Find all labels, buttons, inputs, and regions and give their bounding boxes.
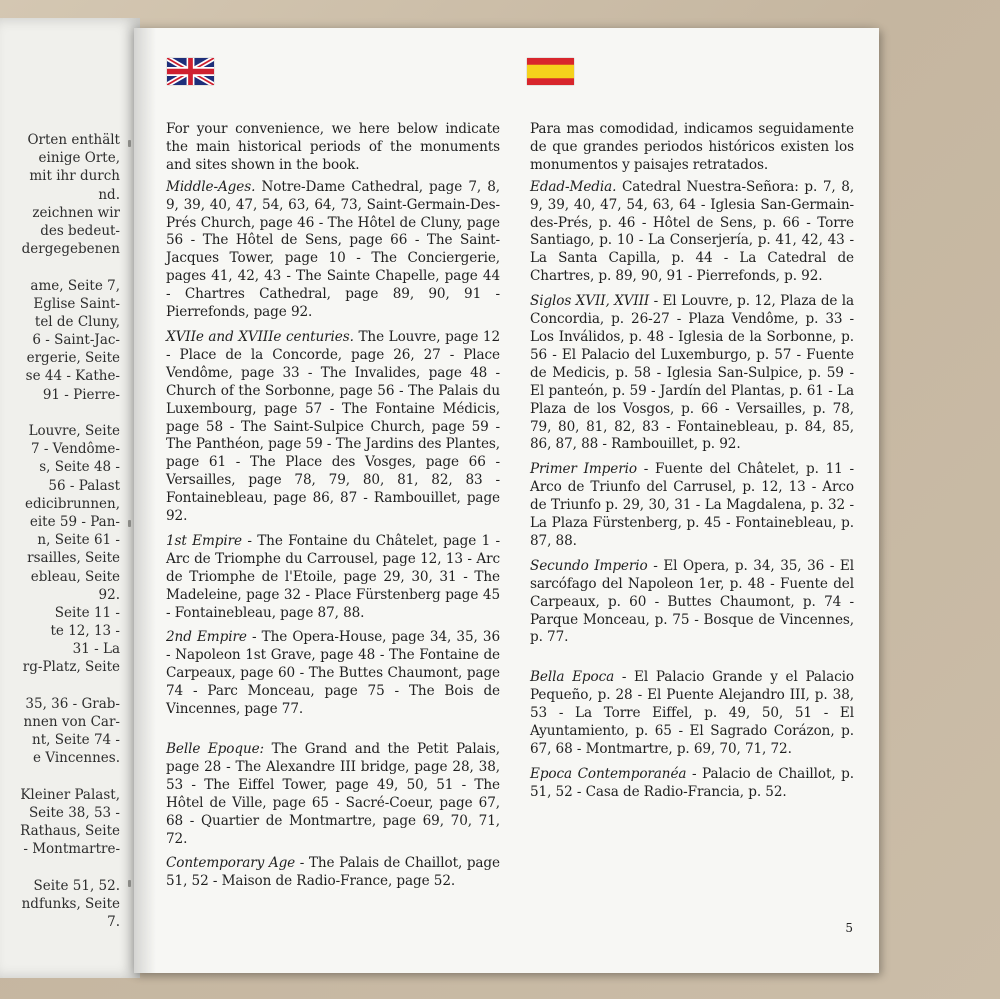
period-text: - The Opera-House, page 34, 35, 36 - Napoleon 1st Grave, page 48 - The Fontaine de Carpeaux, page 60 - The Buttes Chaumont, page 74 - Parc Monceau, page 75 - The Bois de Vincennes, page 77. xyxy=(166,629,500,718)
left-page-line: 91 - Pierre- xyxy=(42,386,120,403)
english-period-entry xyxy=(166,741,500,848)
left-page-line: zeichnen wir xyxy=(32,204,120,221)
left-page-line: ebleau, Seite xyxy=(30,568,120,585)
spanish-period-entry xyxy=(530,179,854,286)
period-heading: Secundo Imperio xyxy=(530,557,648,574)
left-page-line: Seite 38, 53 - xyxy=(28,804,120,821)
period-heading: Primer Imperio xyxy=(530,461,637,478)
left-page-line xyxy=(0,677,120,695)
binding-staple xyxy=(128,880,131,887)
english-period-entry xyxy=(166,855,500,891)
left-page-line: mit ihr durch xyxy=(29,168,120,185)
spain-flag-icon xyxy=(527,58,574,85)
left-page-line: Rathaus, Seite xyxy=(20,823,120,840)
left-page-line: e Vincennes. xyxy=(33,750,120,767)
period-heading: Belle Epoque: xyxy=(166,741,265,757)
left-page-line: nd. xyxy=(98,186,120,203)
period-heading: 2nd Empire xyxy=(166,629,247,646)
left-page-line: rsailles, Seite xyxy=(27,550,120,567)
period-heading: Siglos XVII, XVIII xyxy=(530,293,650,310)
period-heading: 1st Empire xyxy=(166,532,242,549)
left-page-line: rg-Platz, Seite xyxy=(22,659,120,676)
left-page-line: s, Seite 48 - xyxy=(39,459,120,476)
left-page-line: Seite 51, 52. xyxy=(33,877,120,894)
left-page-line: nt, Seite 74 - xyxy=(32,732,120,749)
period-text: - The Fontaine du Châtelet, page 1 - Arc de Triomphe du Carrousel, page 12, 13 - Arc de Triomphe de l'Etoile, page 29, 30, 31 - The Madeleine, page 32 - Place Fürstenberg page 45 - Fontainebleau, page 87, 88. xyxy=(166,532,500,621)
left-page-line: des bedeut- xyxy=(40,222,120,239)
left-page-line: Seite 11 - xyxy=(54,604,120,621)
left-page-line: ergerie, Seite xyxy=(26,350,120,367)
period-heading: XVIIe and XVIIIe centuries. xyxy=(166,328,354,345)
left-page-line: te 12, 13 - xyxy=(50,623,120,640)
period-text: - Palacio de Chaillot, p. 51, 52 - Casa de Radio-Francia, p. 52. xyxy=(530,765,854,800)
period-text: - The Palais de Chaillot, page 51, 52 - Maison de Radio-France, page 52. xyxy=(166,855,500,890)
left-page-line xyxy=(0,859,120,877)
spanish-period-entry xyxy=(530,461,854,551)
binding-staple xyxy=(128,140,131,147)
left-page-line: se 44 - Kathe- xyxy=(25,368,120,385)
left-page-line: 6 - Saint-Jac- xyxy=(32,332,120,349)
spanish-period-entry xyxy=(530,293,854,454)
english-column xyxy=(166,121,500,898)
left-page-line: Kleiner Palast, xyxy=(20,786,120,803)
left-page-line: Eglise Saint- xyxy=(33,295,120,312)
spanish-period-entry xyxy=(530,669,854,759)
left-page-line: Orten enthält xyxy=(27,132,120,148)
left-page-line: edicibrunnen, xyxy=(25,495,120,512)
left-page-line: - Montmartre- xyxy=(23,841,120,858)
period-heading: Epoca Contemporanéa xyxy=(530,765,687,782)
left-page xyxy=(0,18,140,978)
period-text: The Louvre, page 12 - Place de la Concorde, page 26, 27 - Place Vendôme, page 33 - The Invalides, page 48 - Church of the Sorbonne, page 56 - The Palais du Luxembourg, page 57 - The Fontaine Médicis, page 58 - The Saint-Sulpice Church, page 59 - The Panthéon, page 59 - The Jardins des Plantes, page 61 - The Place des Vosges, page 66 - Versailles, page 78, 79, 80, 81, 82, 83 - Fontainebleau, page 86, 87 - Rambouillet, page 92. xyxy=(166,328,501,525)
period-text: - Fuente del Châtelet, p. 11 - Arco de Triunfo del Carrusel, p. 12, 13 - Arco de Triunfo p. 29, 30, 31 - La Magdalena, p. 32 - La Plaza Fürstenberg, p. 45 - Fontainebleau, p. 87, 88. xyxy=(530,461,854,549)
period-text: Notre-Dame Cathedral, page 7, 8, 9, 39, 40, 47, 54, 63, 64, 73, Saint-Germain-Des-Prés Church, page 46 - The Hôtel de Cluny, page 56 - The Hôtel de Sens, page 66 - The Saint-Jacques Tower, page 10 - The Conciergerie, pages 41, 42, 43 - The Sainte Chapelle, page 44 - Chartres Cathedral, page 89, 90, 91 - Pierrefonds, page 92. xyxy=(166,178,500,321)
spanish-period-entry xyxy=(530,766,854,802)
period-text: The Grand and the Petit Palais, page 28 - The Alexandre III bridge, page 28, 38, 53 - The Eiffel Tower, page 49, 50, 51 - The Hôtel de Ville, page 65 - Sacré-Coeur, page 67, 68 - Quartier de Montmartre, page 69, 70, 71, 72. xyxy=(166,741,500,847)
left-page-line: 7. xyxy=(107,914,120,931)
left-page-line xyxy=(0,404,120,422)
left-page-line: Louvre, Seite xyxy=(28,423,120,439)
right-page xyxy=(134,28,879,973)
spanish-intro: Para mas comodidad, indicamos seguidamente de que grandes periodos históricos existen los monumentos y paisajes retratados. xyxy=(530,121,854,173)
left-page-line: eite 59 - Pan- xyxy=(29,513,120,530)
binding-staple xyxy=(128,520,131,527)
left-page-line: einige Orte, xyxy=(38,150,120,167)
left-page-line: 35, 36 - Grab- xyxy=(25,695,120,712)
english-period-entry xyxy=(166,629,500,719)
period-heading: Bella Epoca xyxy=(530,669,615,686)
left-page-line: n, Seite 61 - xyxy=(37,532,120,549)
left-page-line: nnen von Car- xyxy=(23,714,120,730)
english-period-entry xyxy=(166,179,500,322)
left-page-line: tel de Cluny, xyxy=(34,313,120,330)
uk-flag-icon xyxy=(167,58,214,85)
period-text: - El Opera, p. 34, 35, 36 - El sarcófago del Napoleon 1er, p. 48 - Fuente del Carpeaux, p. 60 - Buttes Chaumont, p. 74 - Parque Monceau, p. 75 - Bosque de Vincennes, p. 77. xyxy=(530,557,855,646)
left-page-line xyxy=(0,768,120,786)
left-page-line: ame, Seite 7, xyxy=(30,277,120,294)
left-page-text xyxy=(0,131,120,931)
left-page-line: 92. xyxy=(98,586,120,603)
left-page-line xyxy=(0,258,120,276)
period-text: Catedral Nuestra-Señora: p. 7, 8, 9, 39, 40, 47, 54, 63, 64 - Iglesia San-Germain-des-Prés, p. 46 - Hôtel de Sens, p. 66 - Torre Santiago, p. 10 - La Conserjería, p. 41, 42, 43 - La Santa Capilla, p. 44 - La Catedral de Chartres, p. 89, 90, 91 - Pierrefonds, p. 92. xyxy=(530,178,854,285)
left-page-line: ndfunks, Seite xyxy=(21,895,120,912)
english-intro: For your convenience, we here below indicate the main historical periods of the monuments and sites shown in the book. xyxy=(166,121,500,173)
page-number: 5 xyxy=(845,921,853,935)
english-period-entry xyxy=(166,533,500,623)
left-page-line: 56 - Palast xyxy=(48,477,120,494)
period-heading: Edad-Media. xyxy=(530,178,617,195)
spanish-column xyxy=(530,121,854,809)
left-page-line: dergegebenen xyxy=(21,241,120,258)
period-text: - El Louvre, p. 12, Plaza de la Concordia, p. 26-27 - Plaza Vendôme, p. 33 - Los Inválidos, p. 48 - Iglesia de la Sorbonne, p. 56 - El Palacio del Luxemburgo, p. 57 - Fuente de Medicis, p. 58 - Iglesia San-Sulpice, p. 59 - El panteón, p. 59 - Jardín del Plantas, p. 61 - La Plaza de los Vosgos, p. 66 - Versailles, p. 78, 79, 80, 81, 82, 83 - Fontainebleau, p. 84, 85, 86, 87, 88 - Rambouillet, p. 92. xyxy=(530,293,855,453)
spanish-period-entry xyxy=(530,558,854,648)
english-period-entry xyxy=(166,329,500,526)
page-gutter-shadow xyxy=(134,28,156,973)
period-heading: Middle-Ages. xyxy=(166,178,256,195)
left-page-line: 31 - La xyxy=(72,641,120,658)
left-page-line: 7 - Vendôme- xyxy=(30,441,120,458)
period-text: - El Palacio Grande y el Palacio Pequeño, p. 28 - El Puente Alejandro III, p. 38, 53 - La Torre Eiffel, p. 49, 50, 51 - El Ayuntamiento, p. 65 - El Sagrado Corázon, p. 67, 68 - Montmartre, p. 69, 70, 71, 72. xyxy=(530,669,854,757)
period-heading: Contemporary Age xyxy=(166,855,296,872)
